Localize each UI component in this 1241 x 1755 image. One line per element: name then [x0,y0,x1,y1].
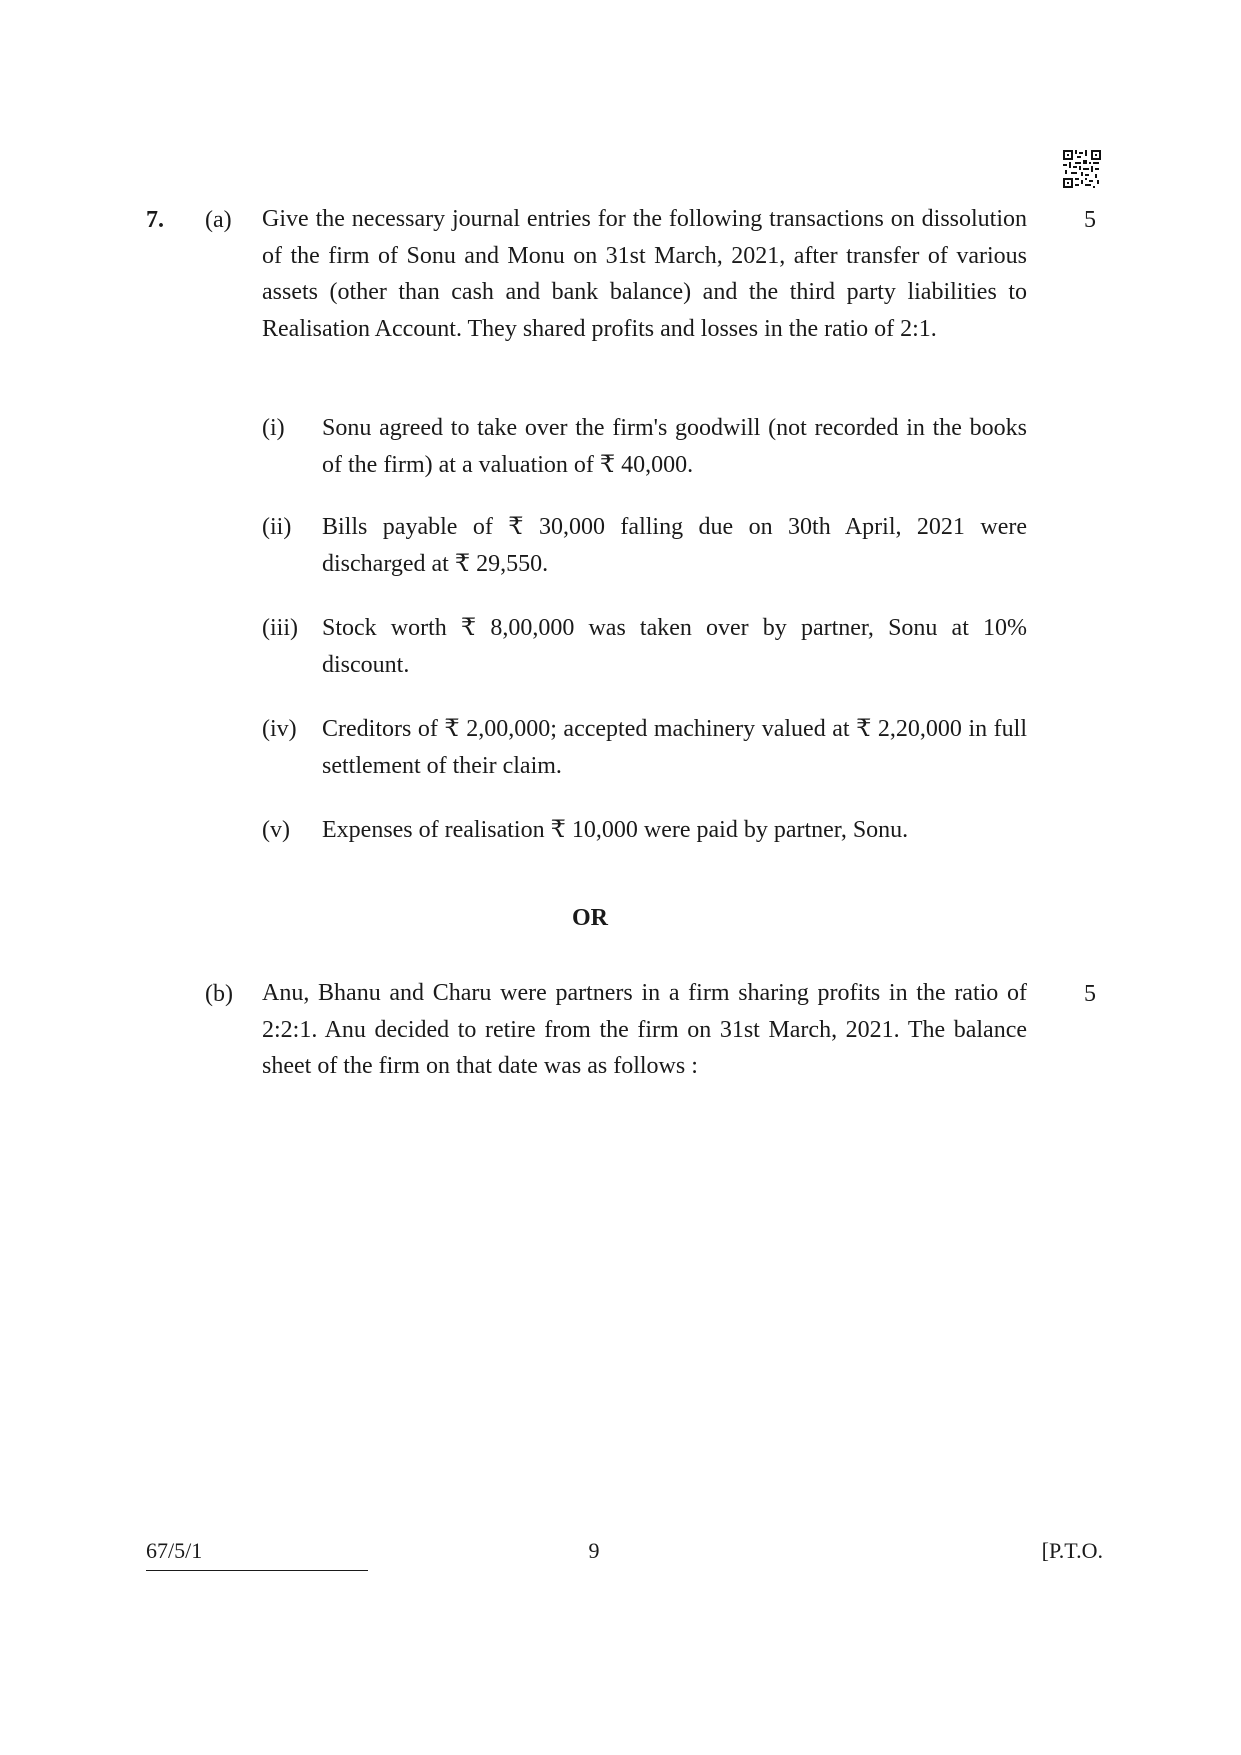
item-text: Creditors of ₹ 2,00,000; accepted machinery valued at ₹ 2,20,000 in full settlement of their claim. [322,716,1027,779]
item-number: (ii) [262,514,292,540]
list-item [262,711,1027,784]
item-number: (iv) [262,716,297,742]
item-number: (v) [262,817,290,843]
paper-code: 67/5/1 [146,1538,203,1563]
list-item [262,610,1027,683]
item-text: Stock worth ₹ 8,00,000 was taken over by partner, Sonu at 10% discount. [322,615,1027,678]
item-text: Expenses of realisation ₹ 10,000 were paid by partner, Sonu. [322,817,909,843]
item-text: Sonu agreed to take over the firm's goodwill (not recorded in the books of the firm) at a valuation of ₹ 40,000. [322,415,1027,478]
pto-label: [P.T.O. [1041,1538,1103,1563]
part-a-intro: Give the necessary journal entries for the following transactions on dissolution of the firm of Sonu and Monu on 31st March, 2021, after transfer of various assets (other than cash and bank balance) and the third party liabilities to Realisation Account. They shared profits and losses in the ratio of 2:1. [262,206,1027,342]
question-number: 7. [146,207,164,233]
item-text: Bills payable of ₹ 30,000 falling due on 30th April, 2021 were discharged at ₹ 29,550. [322,514,1027,577]
part-b-label: (b) [205,981,233,1007]
or-separator: OR [572,905,608,931]
item-number: (iii) [262,615,298,641]
qr-code-icon [1063,150,1101,188]
part-b-text: Anu, Bhanu and Charu were partners in a firm sharing profits in the ratio of 2:2:1. Anu decided to retire from the firm on 31st March, 2021. The balance sheet of the firm on that date was as follows : [262,980,1027,1079]
footer-rule [146,1570,368,1571]
list-item [262,812,1027,849]
list-item [262,410,1027,483]
part-a-marks: 5 [1084,207,1096,233]
list-item [262,509,1027,582]
item-number: (i) [262,415,285,441]
part-a-label: (a) [205,207,232,233]
part-b-marks: 5 [1084,981,1096,1007]
page-number: 9 [588,1538,600,1563]
